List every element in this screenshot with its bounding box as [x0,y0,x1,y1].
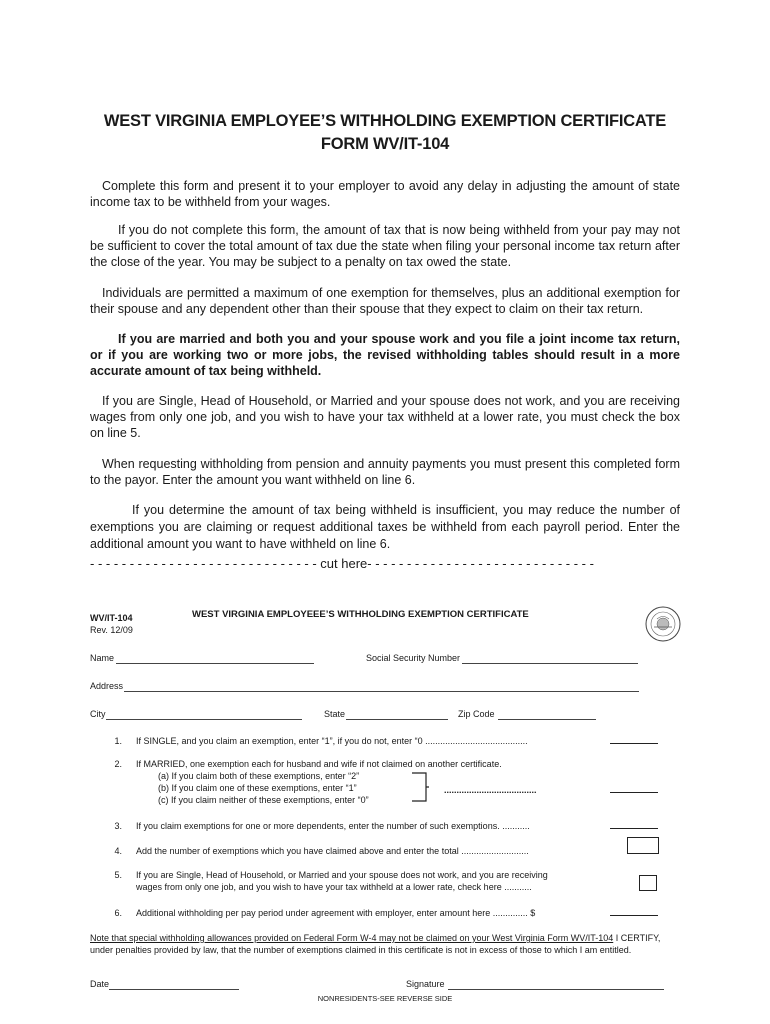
city-label: City [90,709,106,719]
form-title: WEST VIRGINIA EMPLOYEEE’S WITHHOLDING EXEMPTION CERTIFICATE [192,609,529,620]
line-1-text: If SINGLE, and you claim an exemption, enter “1”, if you do not, enter “0 ......................................... [136,736,528,746]
line-number: 5. [114,870,122,880]
line-4-text: Add the number of exemptions which you have claimed above and enter the total ........................... [136,846,529,856]
cut-line: - - - - - - - - - - - - - - - - - - - - - - - - - - - - - cut here- - - - - - - - - - - - - - - - - - - - - - - - - - - - - [90,556,594,571]
line-2-dots: ..................................... [444,785,537,795]
signature-field[interactable] [448,989,664,990]
instruction-paragraph: If you do not complete this form, the amount of tax that is now being withheld from your pay may not be sufficient to cover the total amount of tax due the state when filing your personal income tax return after the close of the year. You may be subject to a penalty on tax owed the state. [90,223,680,269]
note-underlined-text: Note that special withholding allowances provided on Federal Form W-4 may not be claimed on your West Virginia Form WV/IT-104 [90,933,614,943]
line-2-text: If MARRIED, one exemption each for husband and wife if not claimed on another certificate. [136,759,502,769]
signature-label: Signature [406,979,445,989]
name-field[interactable] [116,663,314,664]
instruction-paragraph-bold: If you are married and both you and your spouse work and you file a joint income tax return, or if you are working two or more jobs, the revised withholding tables should result in a more accurate amount of tax being withheld. [90,332,680,378]
state-field[interactable] [346,719,448,720]
instruction-paragraph: If you determine the amount of tax being withheld is insufficient, you may reduce the number of exemptions you are claiming or request additional taxes be withheld from each payroll period. Enter the additional amount you want to have withheld on line 6. [90,503,680,551]
line-6-answer[interactable] [610,915,658,916]
ssn-label: Social Security Number [366,653,461,663]
line-5-text-cont: wages from only one job, and you wish to have your tax withheld at a lower rate, check here ........... [136,882,532,892]
instruction-paragraph: Complete this form and present it to your employer to avoid any delay in adjusting the amount of state income tax to be withheld from your wages. [90,179,680,209]
line-1-answer[interactable] [610,743,658,744]
line-6-text: Additional withholding per pay period under agreement with employer, enter amount here .............. $ [136,908,536,918]
address-field[interactable] [124,691,639,692]
line-3-text: If you claim exemptions for one or more dependents, enter the number of such exemptions. ........... [136,821,530,831]
line-number: 1. [114,736,122,746]
city-field[interactable] [106,719,302,720]
line-5-checkbox[interactable] [639,875,657,891]
name-label: Name [90,653,115,663]
line-3-answer[interactable] [610,828,658,829]
footer-note: NONRESIDENTS-SEE REVERSE SIDE [317,994,453,1003]
address-label: Address [90,681,124,691]
form-revision: Rev. 12/09 [90,625,133,635]
line-number: 4. [114,846,122,856]
line-number: 3. [114,821,122,831]
form-code: WV/IT-104 [90,613,133,623]
zip-label: Zip Code [458,709,495,719]
state-label: State [324,709,346,719]
date-field[interactable] [109,989,239,990]
zip-field[interactable] [498,719,596,720]
instruction-paragraph: Individuals are permitted a maximum of one exemption for themselves, plus an additional exemption for their spouse and any dependent other than their spouse that they expect to claim on their tax return. [90,286,680,316]
certification-note [90,932,684,956]
line-number: 6. [114,908,122,918]
line-2a-text: (a) If you claim both of these exemptions, enter “2” [158,771,360,781]
ssn-field[interactable] [462,663,638,664]
instruction-paragraph: If you are Single, Head of Household, or Married and your spouse does not work, and you are receiving wages from only one job, and you wish to have your tax withheld at a lower rate, you must check the box on line 5. [90,394,680,440]
line-5-text: If you are Single, Head of Household, or Married and your spouse does not work, and you are receiving [136,870,548,880]
line-2b-text: (b) If you claim one of these exemptions, enter “1” [158,783,357,793]
line-2c-text: (c) If you claim neither of these exemptions, enter “0” [158,795,369,805]
certification-text: I CERTIFY, under penalties provided by law, that the number of exemptions claimed in this certificate is not in excess of those to which I am entitled. [90,933,661,955]
line-4-total-box[interactable] [627,837,659,854]
instruction-paragraph: When requesting withholding from pension and annuity payments you must present this completed form to the payor. Enter the amount you want withheld on line 6. [90,457,680,487]
bracket-icon [410,771,430,803]
line-2-answer[interactable] [610,792,658,793]
state-seal-icon [644,605,682,643]
form-subtitle: FORM WV/IT-104 [320,135,450,153]
page-title: WEST VIRGINIA EMPLOYEE’S WITHHOLDING EXEMPTION CERTIFICATE [103,112,667,130]
date-label: Date [90,979,110,989]
line-number: 2. [114,759,122,769]
